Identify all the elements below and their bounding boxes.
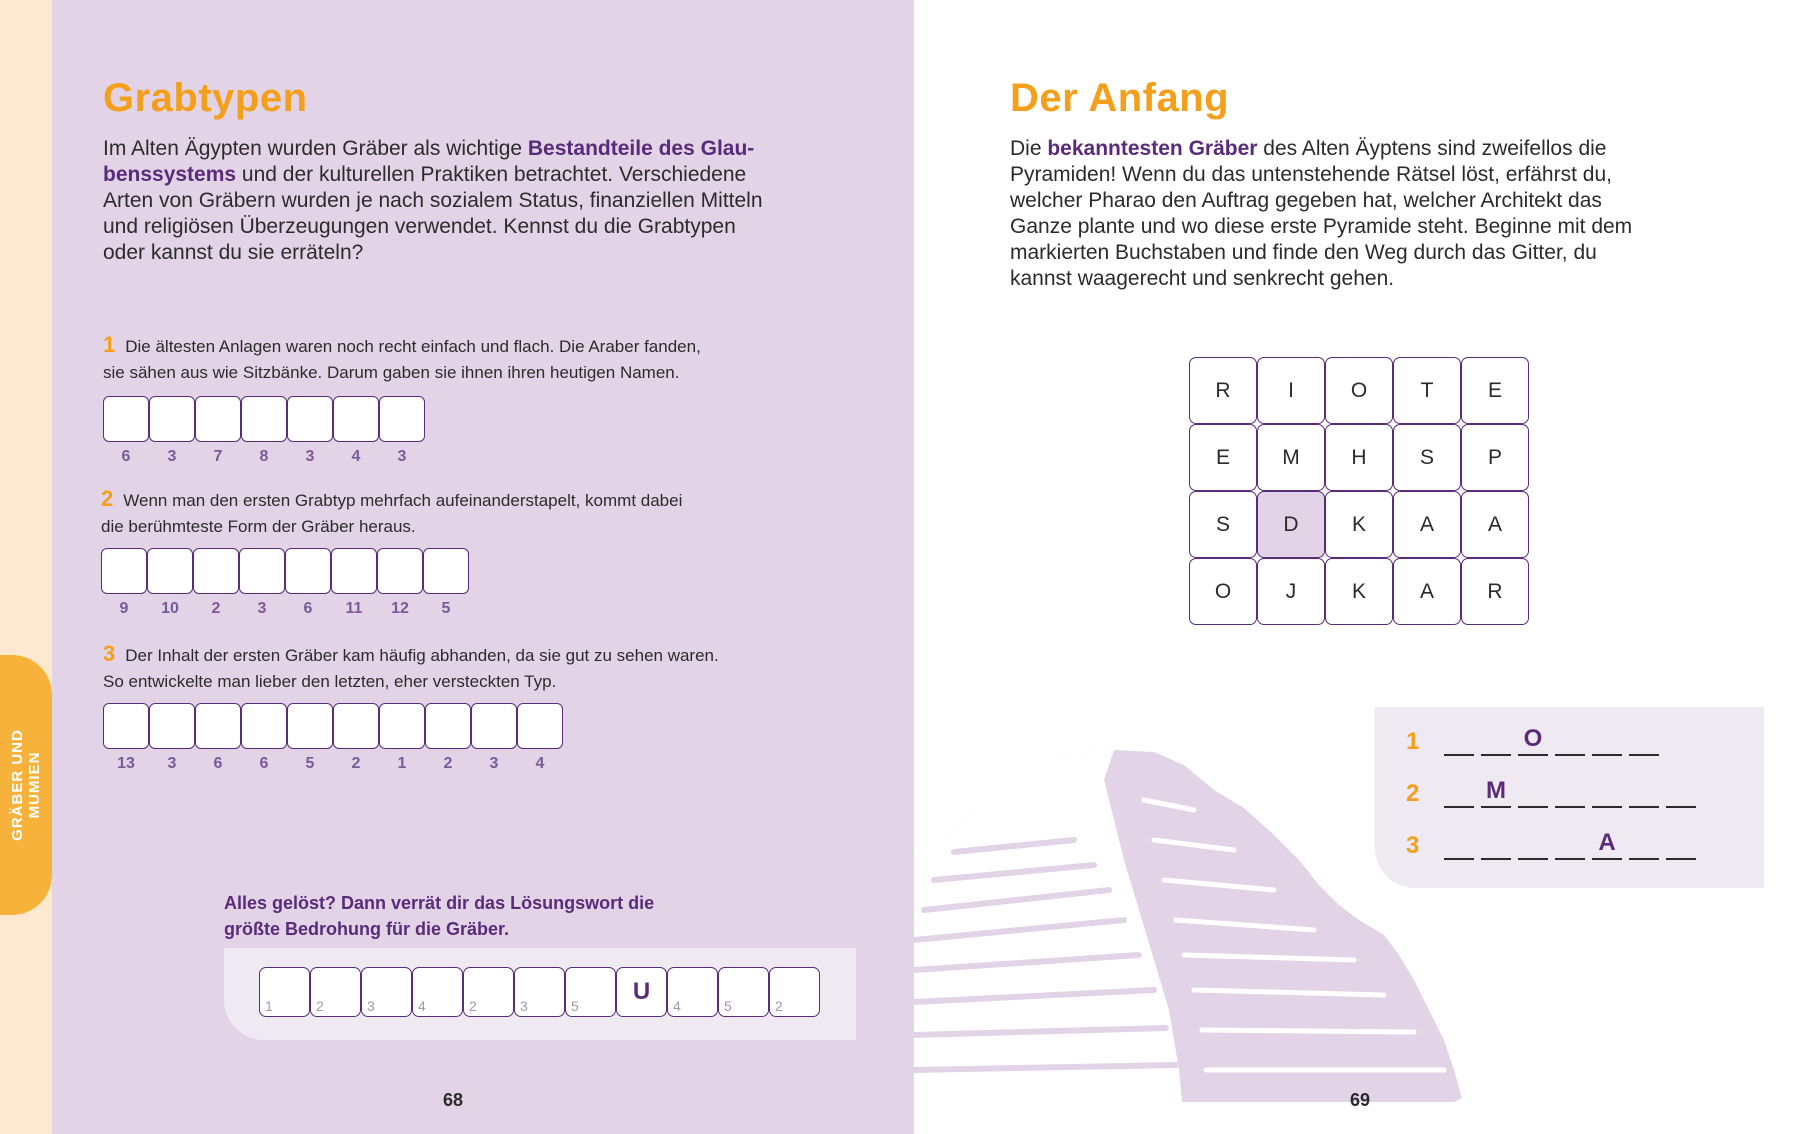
answer-slot[interactable] bbox=[1555, 778, 1585, 808]
solution-box-index: 2 bbox=[469, 998, 477, 1014]
answer-line-3 bbox=[1406, 830, 1703, 860]
chapter-tab[interactable] bbox=[0, 655, 52, 915]
answer-slot[interactable] bbox=[1518, 830, 1548, 860]
answer-row-2 bbox=[101, 548, 469, 594]
solution-box[interactable] bbox=[310, 967, 361, 1017]
answer-box[interactable] bbox=[103, 396, 149, 442]
answer-row-3 bbox=[103, 703, 563, 749]
code-number: 5 bbox=[305, 755, 315, 772]
answer-box[interactable] bbox=[379, 396, 425, 442]
chapter-tab-label bbox=[9, 729, 43, 841]
grid-cell[interactable]: E bbox=[1189, 424, 1257, 491]
grid-cell[interactable]: S bbox=[1189, 491, 1257, 558]
answer-box[interactable] bbox=[331, 548, 377, 594]
solution-prompt-line1: Alles gelöst? Dann verrät dir das Lösungswort die bbox=[224, 893, 655, 913]
code-number: 10 bbox=[161, 600, 179, 617]
answer-box[interactable] bbox=[195, 703, 241, 749]
answer-slot[interactable] bbox=[1666, 830, 1696, 860]
answer-box[interactable] bbox=[193, 548, 239, 594]
question-1 bbox=[103, 332, 701, 386]
answer-box[interactable] bbox=[517, 703, 563, 749]
grid-cell[interactable]: H bbox=[1325, 424, 1393, 491]
solution-box-index: 5 bbox=[571, 998, 579, 1014]
solution-box-index: 2 bbox=[316, 998, 324, 1014]
left-intro bbox=[103, 136, 803, 266]
solution-box[interactable] bbox=[412, 967, 463, 1017]
code-number: 3 bbox=[167, 448, 177, 465]
code-number: 11 bbox=[345, 600, 363, 617]
grid-cell[interactable]: T bbox=[1393, 357, 1461, 424]
grid-cell[interactable]: K bbox=[1325, 558, 1393, 625]
answer-slot[interactable] bbox=[1629, 830, 1659, 860]
solution-prompt bbox=[224, 890, 654, 942]
grid-cell[interactable]: M bbox=[1257, 424, 1325, 491]
answer-slot[interactable] bbox=[1481, 830, 1511, 860]
left-intro-line4: und religiösen Überzeugungen verwendet. Kennst du die Grabtypen bbox=[103, 215, 736, 238]
grid-cell[interactable]: O bbox=[1325, 357, 1393, 424]
solution-box[interactable] bbox=[259, 967, 310, 1017]
question-3-line1: Der Inhalt der ersten Gräber kam häufig abhanden, da sie gut zu sehen waren. bbox=[125, 646, 719, 665]
code-number: 5 bbox=[441, 600, 451, 617]
code-number: 3 bbox=[167, 755, 177, 772]
right-intro-line4: Ganze plante und wo diese erste Pyramide steht. Beginne mit dem bbox=[1010, 215, 1633, 238]
answer-box[interactable] bbox=[195, 396, 241, 442]
solution-box-index: 4 bbox=[673, 998, 681, 1014]
grid-cell[interactable]: O bbox=[1189, 558, 1257, 625]
code-number: 3 bbox=[257, 600, 267, 617]
left-intro-line5: oder kannst du sie erräteln? bbox=[103, 241, 364, 264]
question-3 bbox=[103, 641, 719, 695]
grid-cell[interactable]: P bbox=[1461, 424, 1529, 491]
question-2-line1: Wenn man den ersten Grabtyp mehrfach aufeinanderstapelt, kommt dabei bbox=[123, 491, 683, 510]
answer-slot[interactable] bbox=[1629, 726, 1659, 756]
answer-slot[interactable] bbox=[1444, 726, 1474, 756]
right-intro bbox=[1010, 136, 1710, 292]
code-number: 4 bbox=[535, 755, 545, 772]
solution-box[interactable] bbox=[463, 967, 514, 1017]
answer-line-2 bbox=[1406, 778, 1703, 808]
code-number: 3 bbox=[489, 755, 499, 772]
right-intro-line3: welcher Pharao den Auftrag gegeben hat, welcher Architekt das bbox=[1010, 189, 1602, 212]
grid-cell[interactable]: K bbox=[1325, 491, 1393, 558]
chapter-tab-line2: MUMIEN bbox=[26, 751, 43, 819]
right-page-title: Der Anfang bbox=[1010, 76, 1230, 120]
code-number: 3 bbox=[305, 448, 315, 465]
solution-box-index: 5 bbox=[724, 998, 732, 1014]
question-3-line2: So entwickelte man lieber den letzten, eher versteckten Typ. bbox=[103, 672, 557, 691]
left-intro-line2: benssystems und der kulturellen Praktiken betrachtet. Verschiedene bbox=[103, 163, 747, 186]
answer-box[interactable] bbox=[287, 396, 333, 442]
answer-box[interactable] bbox=[423, 548, 469, 594]
answer-line-1 bbox=[1406, 726, 1666, 756]
left-page-number: 68 bbox=[443, 1090, 464, 1110]
code-number: 8 bbox=[259, 448, 269, 465]
code-number: 1 bbox=[397, 755, 407, 772]
grid-cell[interactable]: E bbox=[1461, 357, 1529, 424]
solution-box-index: 1 bbox=[265, 998, 273, 1014]
solution-word-row bbox=[259, 967, 820, 1017]
code-number: 6 bbox=[213, 755, 223, 772]
answer-box[interactable] bbox=[471, 703, 517, 749]
answer-slot[interactable] bbox=[1666, 778, 1696, 808]
solution-box[interactable] bbox=[769, 967, 820, 1017]
code-number: 4 bbox=[351, 448, 361, 465]
answer-box[interactable] bbox=[425, 703, 471, 749]
answer-slot[interactable] bbox=[1592, 778, 1622, 808]
grid-cell[interactable]: S bbox=[1393, 424, 1461, 491]
code-number: 7 bbox=[213, 448, 223, 465]
code-number: 12 bbox=[391, 600, 409, 617]
grid-cell[interactable]: J bbox=[1257, 558, 1325, 625]
question-1-number: 1 bbox=[103, 332, 116, 357]
solution-box[interactable] bbox=[616, 967, 667, 1017]
left-intro-line3: Arten von Gräbern wurden je nach sozialem Status, finanziellen Mitteln bbox=[103, 189, 763, 212]
solution-box-index: 4 bbox=[418, 998, 426, 1014]
answer-box[interactable] bbox=[101, 548, 147, 594]
right-intro-line5: markierten Buchstaben und finde den Weg durch das Gitter, du bbox=[1010, 241, 1597, 264]
letter-grid bbox=[1189, 357, 1529, 625]
answer-slot[interactable]: A bbox=[1592, 830, 1622, 860]
answer-slot[interactable]: O bbox=[1518, 726, 1548, 756]
question-2-line2: die berühmteste Form der Gräber heraus. bbox=[101, 517, 416, 536]
answer-slot[interactable] bbox=[1481, 726, 1511, 756]
grid-cell[interactable]: A bbox=[1461, 491, 1529, 558]
answer-box[interactable] bbox=[239, 548, 285, 594]
answer-box[interactable] bbox=[241, 703, 287, 749]
solution-box-index: 3 bbox=[520, 998, 528, 1014]
code-row-2 bbox=[101, 600, 469, 618]
answer-box[interactable] bbox=[241, 396, 287, 442]
grid-cell-start-highlighted[interactable]: D bbox=[1257, 491, 1325, 558]
code-number: 13 bbox=[117, 755, 135, 772]
solution-box-index: 3 bbox=[367, 998, 375, 1014]
answer-box[interactable] bbox=[377, 548, 423, 594]
grid-cell[interactable]: R bbox=[1461, 558, 1529, 625]
grid-cell[interactable]: A bbox=[1393, 491, 1461, 558]
code-number: 3 bbox=[397, 448, 407, 465]
code-number: 9 bbox=[119, 600, 129, 617]
solution-box-letter: U bbox=[632, 978, 651, 1005]
right-intro-line2: Pyramiden! Wenn du das untenstehende Rätsel löst, erfährst du, bbox=[1010, 163, 1612, 186]
answer-line-2-number: 2 bbox=[1406, 780, 1420, 807]
answer-slot[interactable] bbox=[1444, 778, 1474, 808]
code-row-1 bbox=[103, 448, 425, 466]
solution-box[interactable] bbox=[718, 967, 769, 1017]
right-page-number: 69 bbox=[1350, 1090, 1371, 1110]
answer-slot[interactable] bbox=[1629, 778, 1659, 808]
solution-prompt-line2: größte Bedrohung für die Gräber. bbox=[224, 919, 510, 939]
answer-line-3-number: 3 bbox=[1406, 832, 1420, 859]
answer-slot[interactable] bbox=[1592, 726, 1622, 756]
solution-box-index: 2 bbox=[775, 998, 783, 1014]
code-number: 2 bbox=[351, 755, 361, 772]
solution-box[interactable] bbox=[361, 967, 412, 1017]
code-number: 6 bbox=[303, 600, 313, 617]
left-margin-strip bbox=[0, 0, 52, 1134]
answer-box[interactable] bbox=[149, 396, 195, 442]
grid-cell[interactable]: R bbox=[1189, 357, 1257, 424]
solution-box[interactable] bbox=[514, 967, 565, 1017]
answer-slot[interactable] bbox=[1555, 830, 1585, 860]
right-intro-line1: Die bekanntesten Gräber des Alten Äyptens sind zweifellos die bbox=[1010, 137, 1607, 160]
left-page-title: Grabtypen bbox=[103, 76, 308, 120]
answer-slot[interactable] bbox=[1518, 778, 1548, 808]
chapter-tab-line1: GRÄBER UND bbox=[9, 729, 26, 841]
question-3-number: 3 bbox=[103, 641, 116, 666]
code-number: 6 bbox=[121, 448, 131, 465]
question-2-number: 2 bbox=[101, 486, 114, 511]
answer-slot[interactable] bbox=[1555, 726, 1585, 756]
grid-cell[interactable]: A bbox=[1393, 558, 1461, 625]
answer-box[interactable] bbox=[149, 703, 195, 749]
answer-box[interactable] bbox=[147, 548, 193, 594]
answer-box[interactable] bbox=[379, 703, 425, 749]
question-2 bbox=[101, 486, 682, 540]
solution-box[interactable] bbox=[667, 967, 718, 1017]
answer-box[interactable] bbox=[333, 396, 379, 442]
right-intro-line6: kannst waagerecht und senkrecht gehen. bbox=[1010, 267, 1395, 290]
question-1-line1: Die ältesten Anlagen waren noch recht einfach und flach. Die Araber fanden, bbox=[125, 337, 701, 356]
answer-slot[interactable] bbox=[1444, 830, 1474, 860]
answer-line-1-number: 1 bbox=[1406, 728, 1420, 755]
code-number: 2 bbox=[443, 755, 453, 772]
code-number: 2 bbox=[211, 600, 221, 617]
solution-box[interactable] bbox=[565, 967, 616, 1017]
code-number: 6 bbox=[259, 755, 269, 772]
answer-box[interactable] bbox=[333, 703, 379, 749]
left-intro-line1: Im Alten Ägypten wurden Gräber als wichtige Bestandteile des Glau- bbox=[103, 137, 755, 160]
answer-slot[interactable]: M bbox=[1481, 778, 1511, 808]
code-row-3 bbox=[103, 755, 563, 773]
answer-box[interactable] bbox=[287, 703, 333, 749]
answer-row-1 bbox=[103, 396, 425, 442]
question-1-line2: sie sähen aus wie Sitzbänke. Darum gaben sie ihnen ihren heutigen Namen. bbox=[103, 363, 680, 382]
grid-cell[interactable]: I bbox=[1257, 357, 1325, 424]
answer-box[interactable] bbox=[285, 548, 331, 594]
answer-box[interactable] bbox=[103, 703, 149, 749]
